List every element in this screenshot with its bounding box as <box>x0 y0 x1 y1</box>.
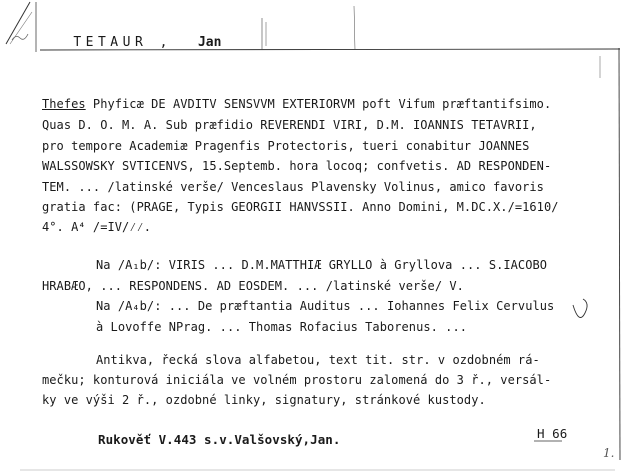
title-line-2: Quas D. O. M. A. Sub præfidio REVERENDI VIRI, D.M. IOANNIS TETAVRII, <box>42 118 537 132</box>
notes-line-1: Antikva, řecká slova alfabetou, text tit. str. v ozdobném rá- <box>96 353 540 367</box>
signature-a4b-line: Na /A₄b/: ... De præftantia Auditus ... Iohannes Felix Cervulus <box>96 299 555 313</box>
signature-a1b-continued: HRABÆO, ... RESPONDENS. AD EOSDEM. ... /latinské verše/ V. <box>42 279 464 293</box>
author-given-name: Jan <box>197 35 222 50</box>
tick-mark <box>354 6 355 50</box>
title-line-1 <box>42 97 551 112</box>
notch-line <box>6 2 30 44</box>
title-lead-word: Thefes <box>42 97 86 111</box>
title-line-1-rest: Phyficæ DE AVDITV SENSVVM EXTERIORVM poft Vifum præftantifsimo. <box>85 97 552 111</box>
notes-line-3: ky ve výši 2 ř., ozdobné linky, signatury, stránkové kustody. <box>42 393 486 407</box>
pencil-squiggle <box>12 34 28 40</box>
imprint-line: gratia fac: (PRAGE, Typis GEORGII HANVSSII. Anno Domini, M.DC.X./=1610/ <box>42 200 559 214</box>
title-line-3: pro tempore Academiæ Pragenfis Protectoris, tueri conabitur JOANNES <box>42 139 530 153</box>
signature-a1b-line: Na /A₁b/: VIRIS ... D.M.MATTHIÆ GRYLLO à Gryllova ... S.IACOBO <box>96 258 548 272</box>
handwritten-mark <box>573 299 587 318</box>
right-border <box>619 48 620 460</box>
notes-line-2: mečku; konturová iniciála ve volném prostoru zalomená do 3 ř., versál- <box>42 373 552 387</box>
title-line-5: TEM. ... /latinské verše/ Venceslaus Plavensky Volinus, amico favoris <box>42 180 544 194</box>
pencil-annotation: 1. <box>603 446 615 460</box>
signature-a4b-continued: à Lovoffe NPrag. ... Thomas Rofacius Taborenus. ... <box>96 320 468 334</box>
collation-line: 4°. A⁴ /=IV/⁄⁄. <box>42 220 152 234</box>
catalog-code: H 66 <box>537 426 568 441</box>
card-heading <box>42 20 221 65</box>
title-line-4: WALSSOWSKY SVTICENVS, 15.Septemb. hora locoq; confvetis. AD RESPONDEN- <box>42 159 552 173</box>
shelfmark: Rukověť V.443 s.v.Valšovský,Jan. <box>98 432 341 447</box>
author-surname: TETAUR , <box>73 35 172 50</box>
